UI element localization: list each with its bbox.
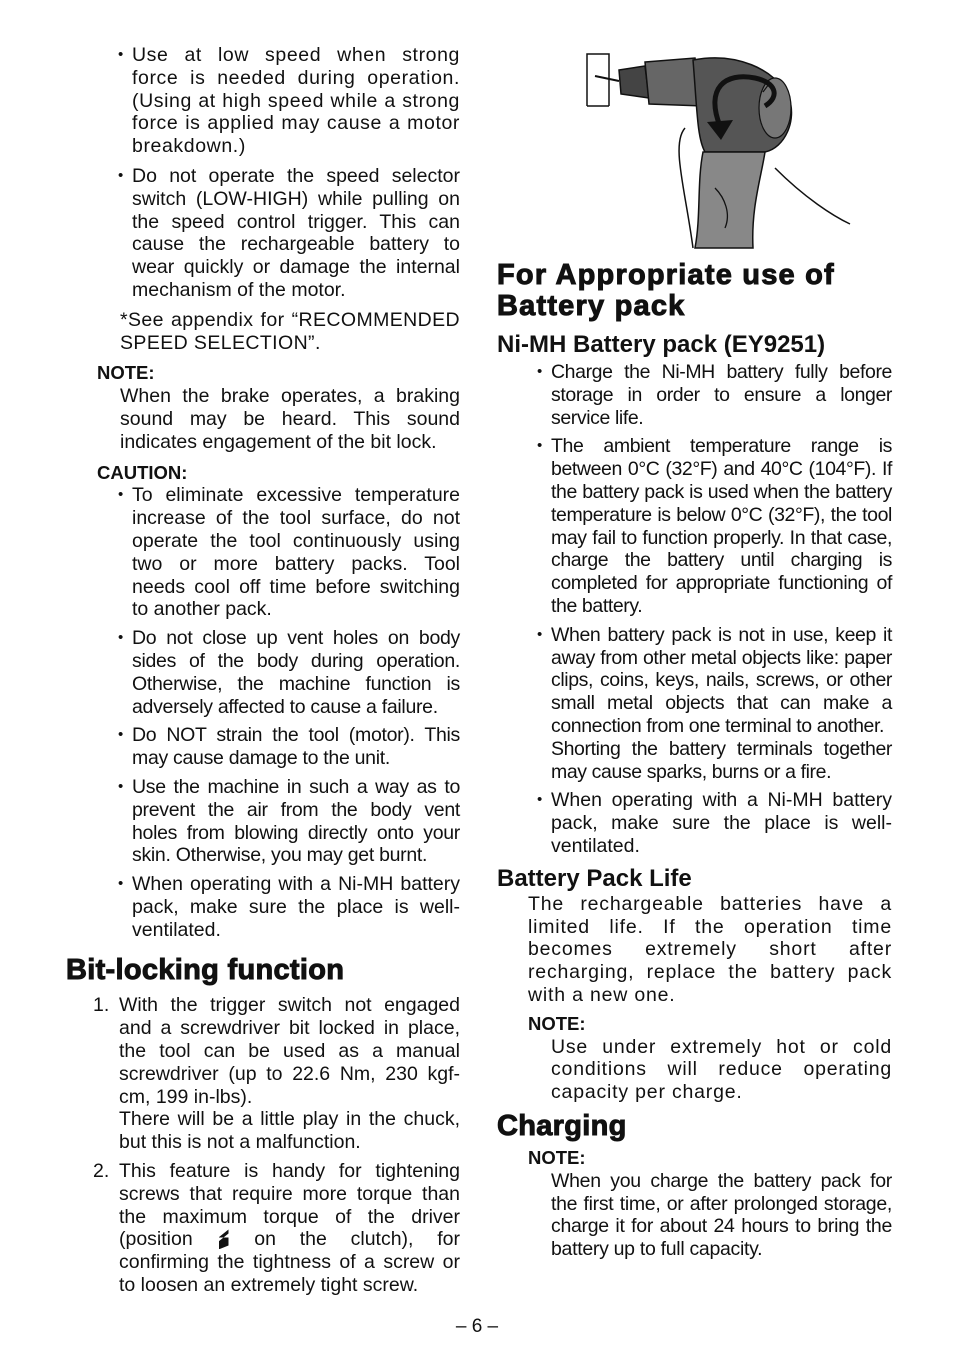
note-text: When the brake operates, a braking sound may be heard. This sound indicates engagement of the bit lock. [120,385,460,453]
charging-note-label: NOTE: [528,1146,586,1168]
drill-chuck [619,66,649,98]
caution-bullet: • Use the machine in such a way as to prevent the air from the body vent holes from blowing directly onto your skin. Otherwise, you may get burnt. [118,776,460,867]
drill-mode-icon [219,1229,229,1249]
nimh-bullet: • The ambient temperature range is between 0°C (32°F) and 40°C (104°F). If the battery pack is used when the battery temperature is below 0°C (32°F), the tool may fail to function properly. In that case, charge the battery until charging is completed for appropriate functioning of the battery. [537,435,892,617]
bitlock-heading: Bit-locking function [66,954,345,987]
caution-label: CAUTION: [97,461,188,483]
right-column [497,260,892,1261]
nimh-heading: Ni-MH Battery pack (EY9251) [497,331,826,358]
nimh-bullet: • When operating with a Ni-MH battery pack, make sure the place is well-ventilated. [537,789,892,857]
charging-heading: Charging [497,1109,627,1142]
item-number: 2. [93,1160,110,1183]
page-number: – 6 – [455,1316,499,1337]
bitlock-item-1 [93,994,460,1154]
item-text: on the clutch), for confirming the tightness of a screw or to loosen an extremely tight screw. [119,1228,460,1297]
caution-bullet: • To eliminate excessive temperature increase of the tool surface, do not operate the tool continuously using two or more battery packs. Tool needs cool off time before switching to another pack. [118,484,460,621]
speed-bullet: • Use at low speed when strong force is needed during operation. (Using at high speed while a strong force is applied may cause a motor breakdown.) [118,44,460,158]
item-text: With the trigger switch not engaged and a screwdriver bit locked in place, the tool can be used as a manual screwdriver (up to 22.6 Nm, 230 kgf-cm, 199 in-lbs). [119,994,460,1108]
nimh-bullet: • Charge the Ni-MH battery fully before storage in order to ensure a longer service life. [537,361,892,429]
nimh-bullet: • When battery pack is not in use, keep it away from other metal objects like: paper clips, coins, keys, nails, screws, or other small metal objects that can make a connection from one terminal to another. [537,624,892,738]
shorting-text: Shorting the battery terminals together may cause sparks, burns or a fire. [551,737,892,783]
bitlock-list [93,994,460,1296]
battery-life-heading: Battery Pack Life [497,864,692,892]
hand-outline [679,128,693,248]
bitlock-item-2 [93,1160,460,1297]
appendix-note: *See appendix for “RECOMMENDED SPEED SELECTION”. [120,308,460,354]
caution-bullet-list [118,484,460,941]
caution-bullet: • When operating with a Ni-MH battery pack, make sure the place is well-ventilated. [118,873,460,941]
item-text: This feature is handy for tightening screws that require more torque than the maximum torque of the driver (position [119,1160,460,1251]
caution-bullet: • Do not close up vent holes on body sides of the body during operation. Otherwise, the machine function is adversely affected to cause a failure. [118,627,460,718]
battery-heading: For Appropriate use of Battery pack [497,259,835,322]
note-label: NOTE: [97,362,155,384]
speed-bullet-list [118,44,460,354]
life-note-label: NOTE: [528,1012,586,1034]
nimh-bullet-list [537,361,892,858]
left-column [60,0,460,1297]
charging-note-text: When you charge the battery pack for the first time, or after prolonged storage, charge it for about 24 hours to bring the battery up to full capacity. [551,1169,892,1261]
drill-handle [695,152,765,248]
item-number: 1. [93,994,110,1017]
caution-bullet: • Do NOT strain the tool (motor). This may cause damage to the unit. [118,724,460,770]
life-note-text: Use under extremely hot or cold conditions will reduce operating capacity per charge. [551,1035,892,1104]
wall-outline [587,54,609,106]
speed-bullet: • Do not operate the speed selector switch (LOW-HIGH) while pulling on the speed control trigger. This can cause the rechargeable battery to wear quickly or damage the internal mechanism of the motor. [118,165,460,302]
drill-illustration [575,48,855,253]
battery-life-text: The rechargeable batteries have a limited life. If the operation time becomes extremely short after recharging, replace the battery pack with a new one. [528,892,892,1006]
item-extra: There will be a little play in the chuck, but this is not a malfunction. [119,1108,460,1154]
